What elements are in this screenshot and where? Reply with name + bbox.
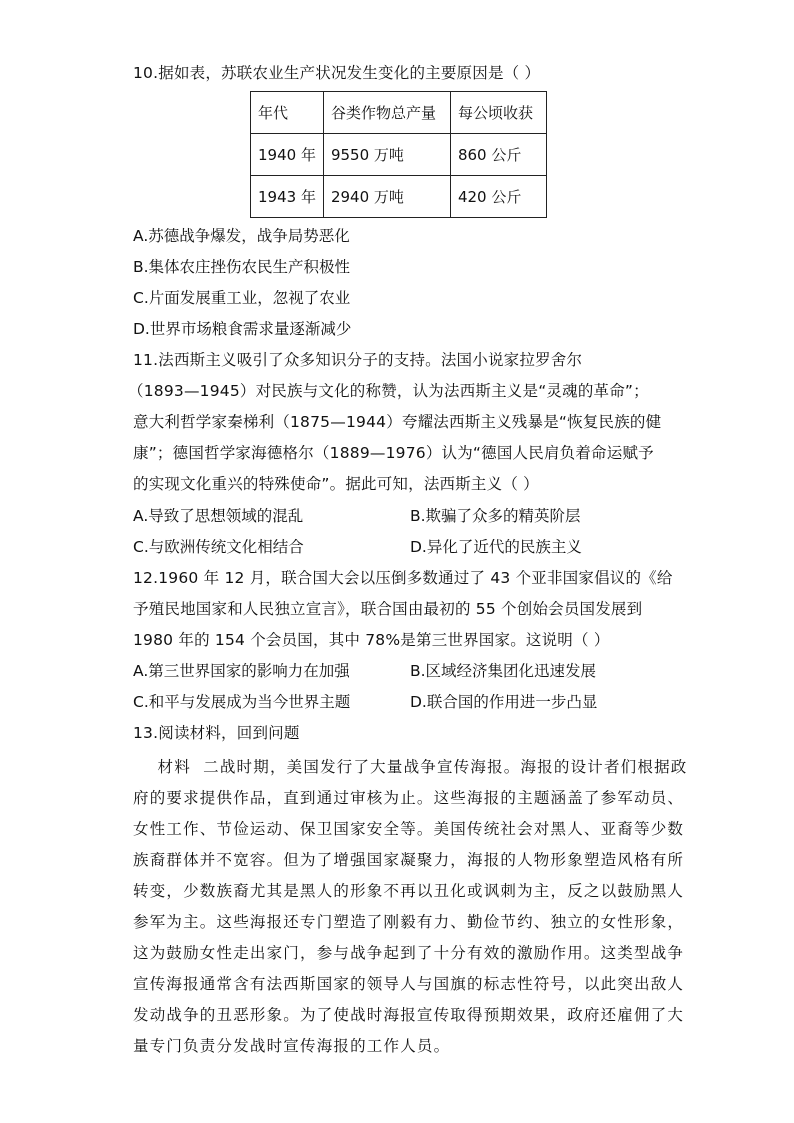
q12-stem-line: 1980 年的 154 个会员国，其中 78%是第三世界国家。这说明（ ）: [133, 631, 610, 649]
q12-option-b: B.区域经济集团化迅速发展: [410, 662, 597, 680]
q12-option-c: C.和平与发展成为当今世界主题: [133, 693, 351, 711]
q13-material-line: 府的要求提供作品，直到通过审核为止。这些海报的主题涵盖了参军动员、: [133, 789, 685, 807]
q13-material-line: 材料 二战时期，美国发行了大量战争宣传海报。海报的设计者们根据政: [133, 758, 688, 776]
q13-material-line: 参军为主。这些海报还专门塑造了刚毅有力、勤俭节约、独立的女性形象，: [133, 913, 685, 931]
q13-material-line: 量专门负责分发战时宣传海报的工作人员。: [133, 1037, 451, 1055]
q11-option-b: B.欺骗了众多的精英阶层: [410, 507, 581, 525]
q11-option-a: A.导致了思想领域的混乱: [133, 507, 304, 525]
table-cell: 9550 万吨: [323, 134, 450, 176]
q13-material-line: 女性工作、节俭运动、保卫国家安全等。美国传统社会对黑人、亚裔等少数: [133, 820, 685, 838]
table-cell: 860 公斤: [450, 134, 546, 176]
q10-table: [250, 91, 547, 218]
q13-material-line: 转变，少数族裔尤其是黑人的形象不再以丑化或讽刺为主，反之以鼓励黑人: [133, 882, 685, 900]
table-header-row: [251, 92, 547, 134]
table-header-cell: 年代: [251, 92, 324, 134]
q13-material-line: 发动战争的丑恶形象。为了使战时海报宣传取得预期效果，政府还雇佣了大: [133, 1006, 685, 1024]
q12-option-d: D.联合国的作用进一步凸显: [410, 693, 598, 711]
q10-stem: 10.据如表，苏联农业生产状况发生变化的主要原因是（ ）: [133, 64, 541, 82]
q11-option-d: D.异化了近代的民族主义: [410, 538, 582, 556]
table-header-cell: 每公顷收获: [450, 92, 546, 134]
q13-material-line: 宣传海报通常含有法西斯国家的领导人与国旗的标志性符号，以此突出敌人: [133, 975, 685, 993]
q12-stem-line: 12.1960 年 12 月，联合国大会以压倒多数通过了 43 个亚非国家倡议的《给: [133, 569, 673, 587]
q11-stem-line: 意大利哲学家秦梯利（1875—1944）夸耀法西斯主义残暴是“恢复民族的健: [133, 413, 662, 431]
table-cell: 1940 年: [251, 134, 324, 176]
q11-stem-line: 11.法西斯主义吸引了众多知识分子的支持。法国小说家拉罗舍尔: [133, 351, 583, 369]
q12-stem-line: 予殖民地国家和人民独立宣言》，联合国由最初的 55 个创始会员国发展到: [133, 600, 643, 618]
table-cell: 2940 万吨: [323, 176, 450, 218]
q12-option-a: A.第三世界国家的影响力在加强: [133, 662, 350, 680]
table-row: [251, 134, 547, 176]
q13-material-line: 这为鼓励女性走出家门，参与战争起到了十分有效的激励作用。这类型战争: [133, 944, 685, 962]
table-cell: 1943 年: [251, 176, 324, 218]
q11-stem-line: 康”；德国哲学家海德格尔（1889—1976）认为“德国人民肩负着命运赋予: [133, 444, 654, 462]
q11-stem-line: 的实现文化重兴的特殊使命”。据此可知，法西斯主义（ ）: [133, 475, 539, 493]
q11-stem-line: （1893—1945）对民族与文化的称赞，认为法西斯主义是“灵魂的革命”；: [128, 382, 649, 400]
q10-option-b: B.集体农庄挫伤农民生产积极性: [133, 258, 351, 276]
q13-stem: 13.阅读材料，回到问题: [133, 724, 300, 742]
table-cell: 420 公斤: [450, 176, 546, 218]
q10-option-a: A.苏德战争爆发，战争局势恶化: [133, 227, 350, 245]
q10-option-c: C.片面发展重工业，忽视了农业: [133, 289, 351, 307]
q13-material-line: 族裔群体并不宽容。但为了增强国家凝聚力，海报的人物形象塑造风格有所: [133, 851, 685, 869]
table-row: [251, 176, 547, 218]
q10-option-d: D.世界市场粮食需求量逐渐减少: [133, 320, 352, 338]
table-header-cell: 谷类作物总产量: [323, 92, 450, 134]
q11-option-c: C.与欧洲传统文化相结合: [133, 538, 304, 556]
